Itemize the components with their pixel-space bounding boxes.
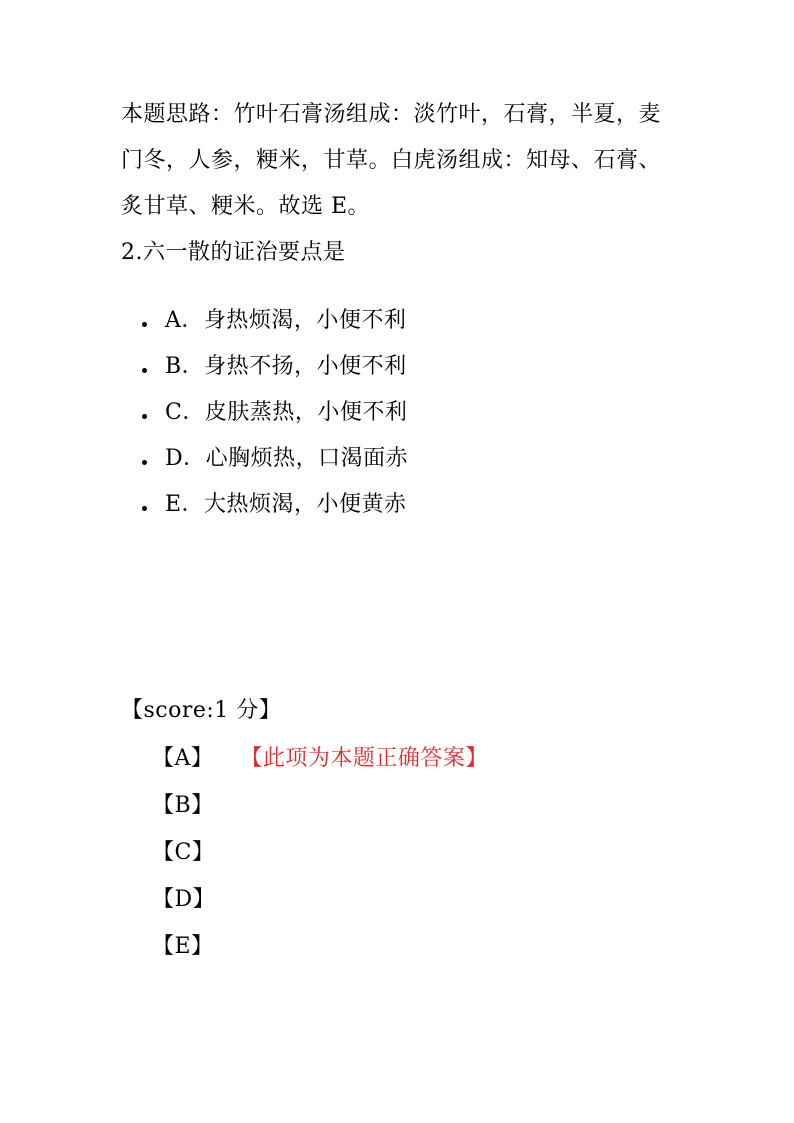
option-b[interactable] xyxy=(142,344,408,390)
option-a[interactable] xyxy=(142,298,408,344)
option-e[interactable] xyxy=(142,482,408,528)
option-c[interactable] xyxy=(142,390,408,436)
answer-a[interactable] xyxy=(152,735,488,782)
option-list xyxy=(142,298,408,528)
bullet-icon xyxy=(142,414,147,419)
answer-label: 【B】 xyxy=(152,793,214,818)
explanation-text: 本题思路：竹叶石膏汤组成：淡竹叶，石膏，半夏，麦门冬，人参，粳米，甘草。白虎汤组成：知母、石膏、炙甘草、粳米。故选 E。 xyxy=(121,102,662,219)
answer-label: 【A】 xyxy=(152,746,214,771)
answer-label: 【C】 xyxy=(152,840,215,865)
option-label: D．心胸烦热，口渴面赤 xyxy=(165,446,409,471)
answer-b[interactable] xyxy=(152,782,488,829)
bullet-icon xyxy=(142,368,147,373)
question-title: 2.六一散的证治要点是 xyxy=(121,240,346,265)
answer-c[interactable] xyxy=(152,829,488,876)
answer-label: 【D】 xyxy=(152,887,216,912)
option-label: B．身热不扬，小便不利 xyxy=(165,354,407,379)
bullet-icon xyxy=(142,460,147,465)
option-label: C．皮肤蒸热，小便不利 xyxy=(165,400,408,425)
option-label: A．身热烦渴，小便不利 xyxy=(165,308,407,333)
score-label: 【score:1 分】 xyxy=(121,698,282,723)
correct-answer-note: 【此项为本题正确答案】 xyxy=(251,746,488,771)
answer-label: 【E】 xyxy=(152,934,214,959)
answer-e[interactable] xyxy=(152,923,488,970)
option-label: E．大热烦渴，小便黄赤 xyxy=(165,492,407,517)
bullet-icon xyxy=(142,506,147,511)
answer-d[interactable] xyxy=(152,876,488,923)
bullet-icon xyxy=(142,322,147,327)
answer-list xyxy=(152,735,488,970)
option-d[interactable] xyxy=(142,436,408,482)
